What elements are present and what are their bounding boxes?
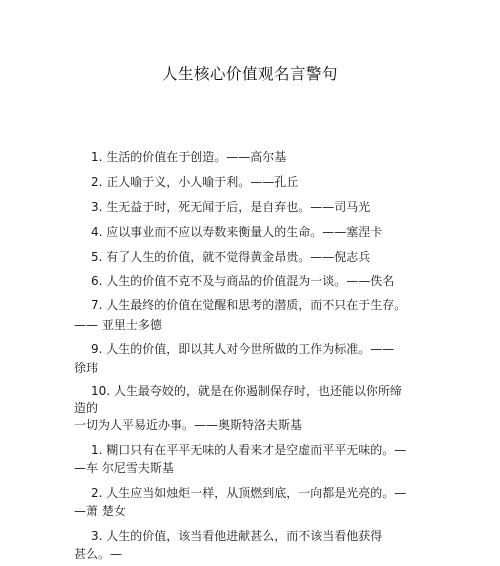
quote-line: 造的: [74, 401, 99, 415]
quote-line: 7. 人生最终的价值在觉醒和思考的潜质，而不只在于生存。: [91, 298, 407, 312]
quote-line: 3. 人生的价值，该当看他进献甚么，而不该当看他获得: [91, 529, 383, 543]
quote-line: 2. 正人喻于义，小人喻于利。——孔丘: [91, 175, 299, 189]
quote-line: 5. 有了人生的价值，就不觉得黄金昂贵。——倪志兵: [91, 250, 371, 264]
quote-line: 徐玮: [74, 361, 99, 375]
quote-line: 1. 糊口只有在平平无味的人看来才是空虚而平平无味的。—: [91, 443, 407, 457]
quote-line: 9. 人生的价值，即以其人对今世所做的工作为标准。——: [91, 342, 395, 356]
quote-line: 6. 人生的价值不克不及与商品的价值混为一谈。——佚名: [91, 274, 395, 288]
quote-line: 一切为人平易近办事。——奥斯特洛夫斯基: [74, 418, 303, 432]
document-title: 人生核心价值观名言警句: [161, 65, 338, 83]
quote-line: —— 亚里士多德: [74, 318, 162, 332]
quote-line: 1. 生活的价值在于创造。——高尔基: [91, 150, 287, 164]
quote-line: 10. 人生最夸姣的，就是在你遏制保存时，也还能以你所缔: [91, 384, 402, 398]
quote-line: 3. 生无益于时，死无闻于后，是自弃也。——司马光: [91, 200, 371, 214]
quote-line: 4. 应以事业而不应以寿数来衡量人的生命。——塞涅卡: [91, 225, 383, 239]
quote-line: —萧 楚女: [74, 504, 126, 518]
quote-line: —车 尔尼雪夫斯基: [74, 461, 174, 475]
quote-line: 甚么。—: [74, 547, 123, 561]
quote-line: 2. 人生应当如烛炬一样，从顶燃到底，一向都是光亮的。—: [91, 486, 407, 500]
